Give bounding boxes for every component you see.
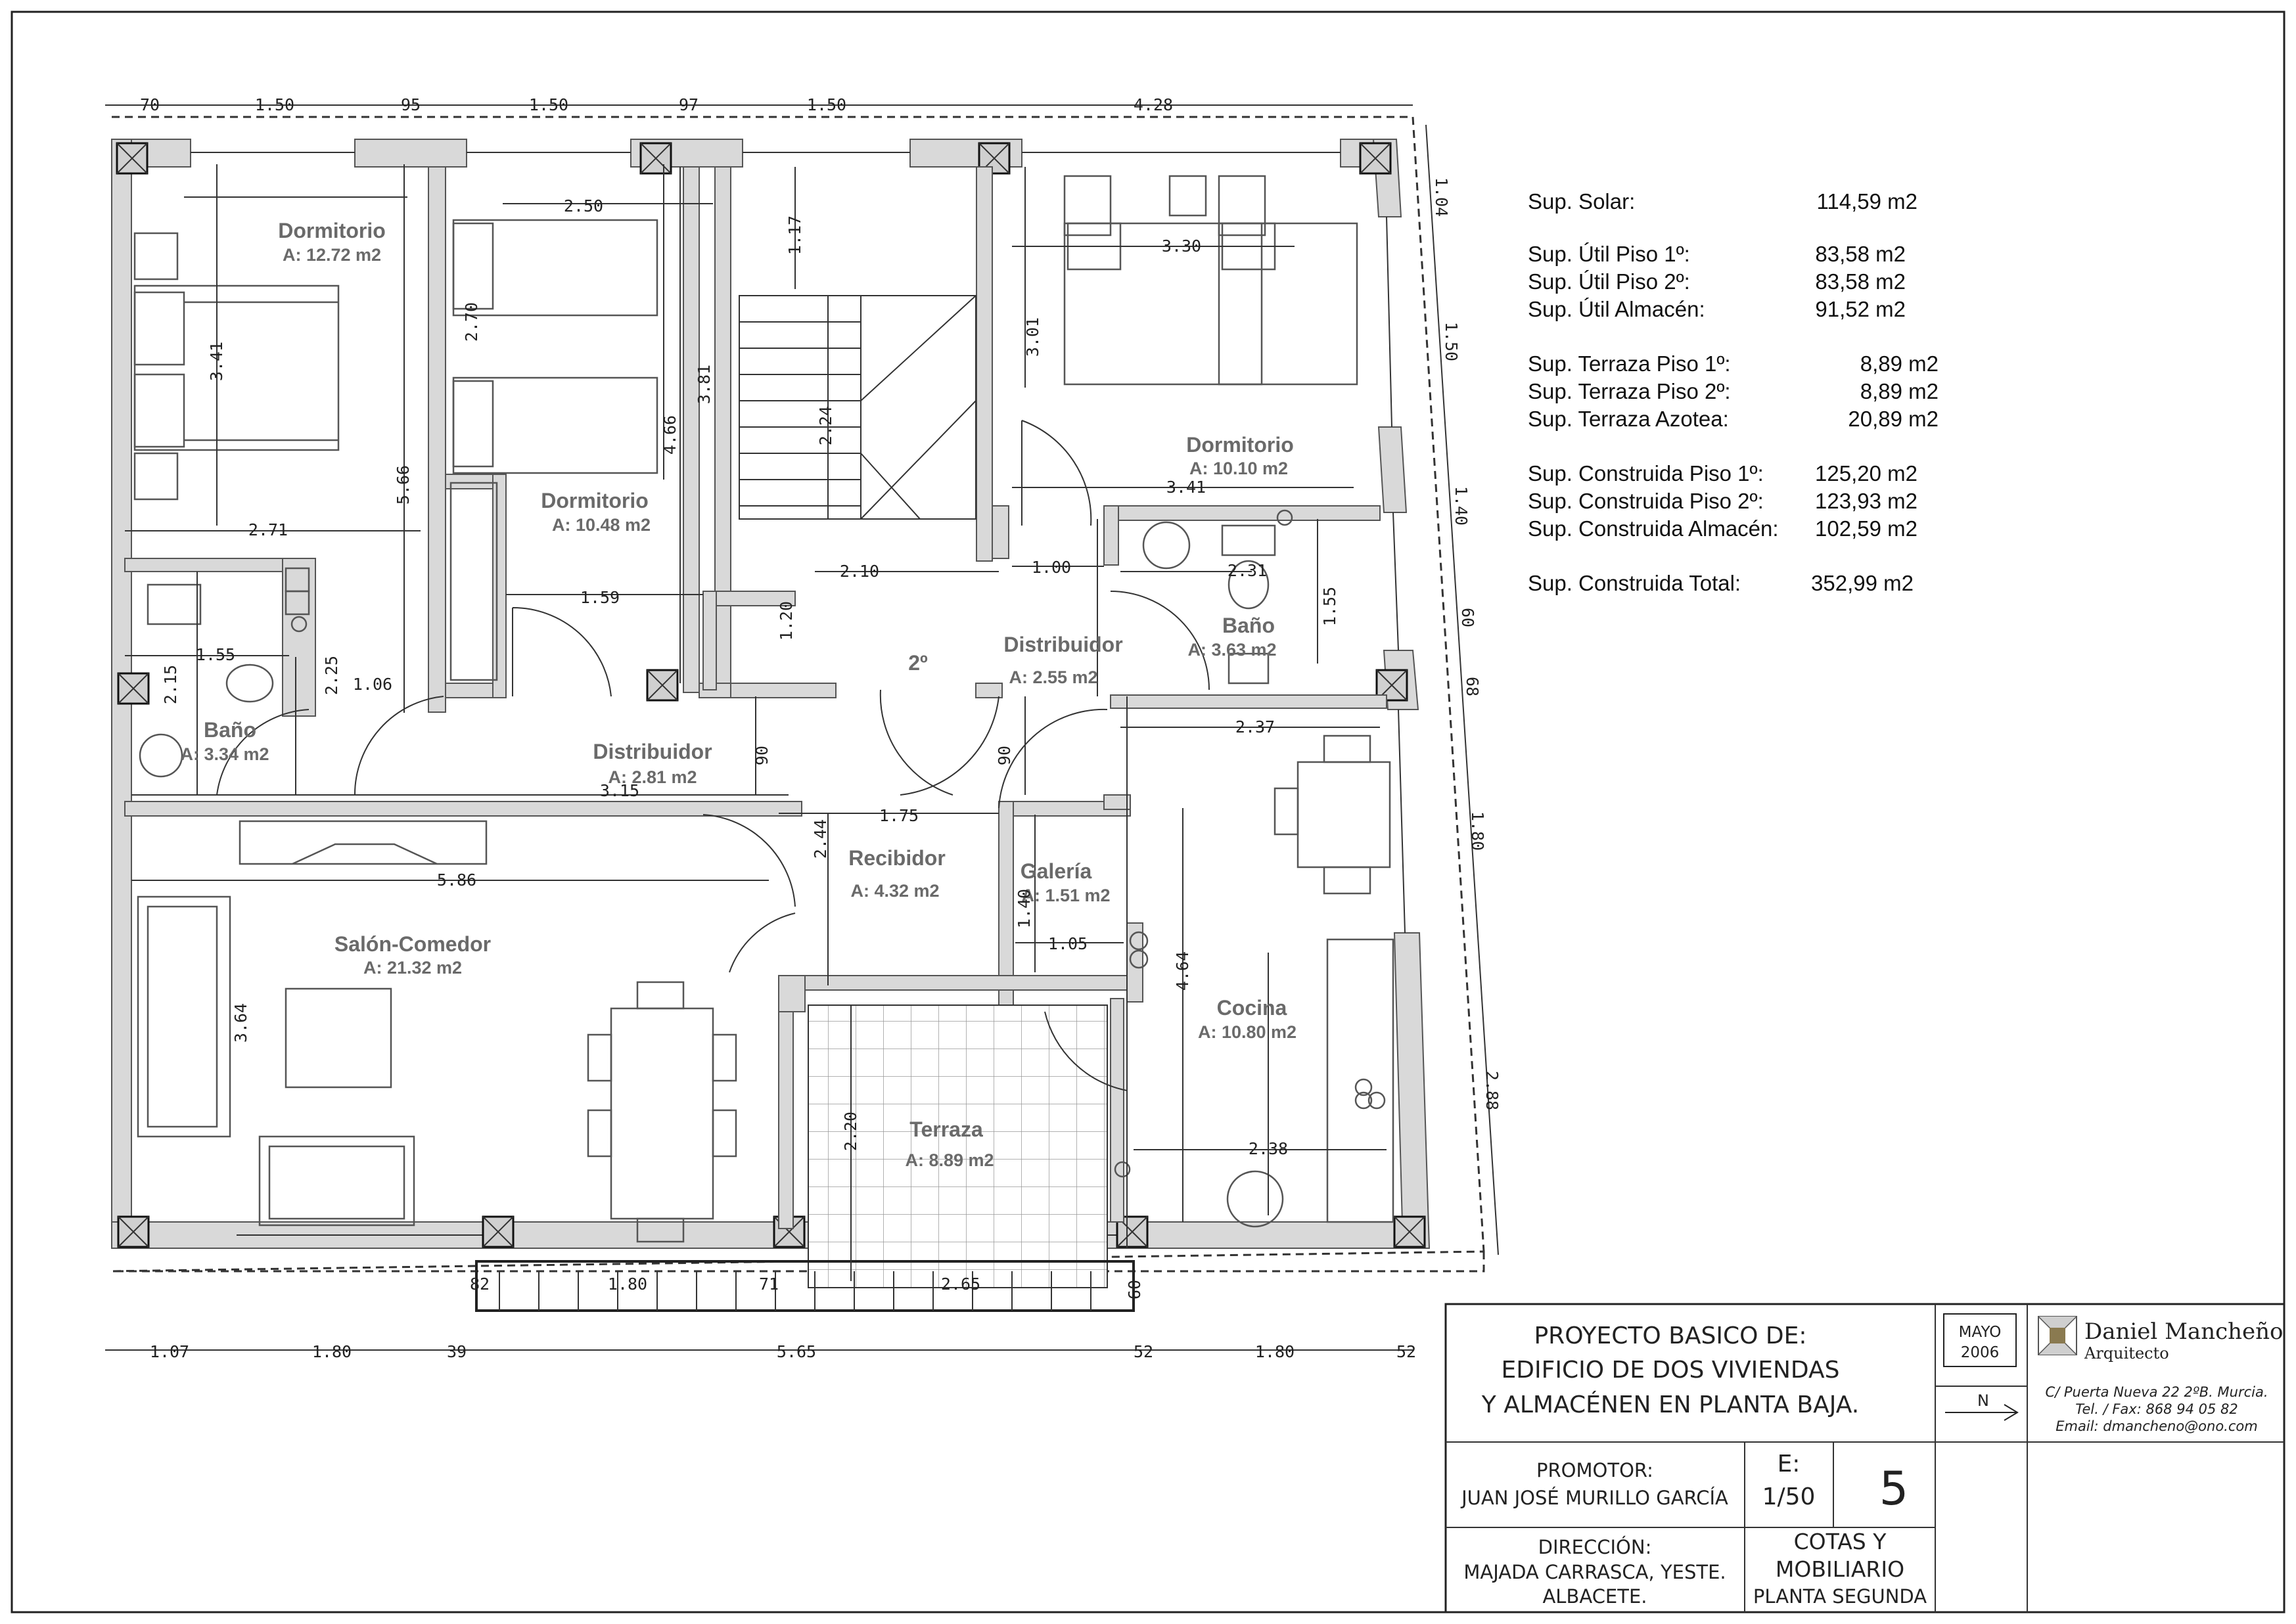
project-line: PROYECTO BASICO DE: bbox=[1534, 1322, 1807, 1349]
dimension-label: 1.75 bbox=[879, 806, 919, 825]
surface-value: 83,58 m2 bbox=[1815, 242, 1906, 266]
room-area: A: 1.51 m2 bbox=[1021, 886, 1111, 905]
dimension-label: 2.88 bbox=[1482, 1070, 1502, 1111]
architect-phone: Tel. / Fax: 868 94 05 82 bbox=[2075, 1401, 2238, 1417]
column bbox=[118, 1217, 149, 1247]
dimension-label: 2.50 bbox=[563, 196, 604, 215]
surface-label: Sup. Construida Almacén: bbox=[1528, 516, 1779, 541]
surface-label: Sup. Terraza Azotea: bbox=[1528, 407, 1729, 431]
dimension-label: 1.50 bbox=[806, 95, 847, 114]
date-month: MAYO bbox=[1958, 1324, 2002, 1341]
room-area: A: 12.72 m2 bbox=[282, 245, 382, 265]
dimension-label: 1.20 bbox=[777, 600, 796, 641]
column bbox=[1394, 1217, 1425, 1247]
room-area: A: 2.55 m2 bbox=[1009, 667, 1098, 687]
dimension-label: 95 bbox=[400, 95, 421, 114]
north-label: N bbox=[1977, 1391, 1989, 1410]
promotor-name: JUAN JOSÉ MURILLO GARCÍA bbox=[1461, 1487, 1728, 1509]
dimension-label: 3.15 bbox=[599, 781, 640, 800]
column bbox=[117, 143, 147, 173]
room-name: Dormitorio bbox=[541, 489, 649, 512]
surface-label: Sup. Útil Almacén: bbox=[1528, 297, 1705, 321]
room-area: A: 3.63 m2 bbox=[1187, 640, 1277, 660]
staircase bbox=[739, 296, 976, 519]
project-line: EDIFICIO DE DOS VIVIENDAS bbox=[1501, 1357, 1840, 1384]
dimension-label: 1.50 bbox=[528, 95, 569, 114]
dimension-label: 1.04 bbox=[1432, 177, 1451, 217]
dimension-label: 4.28 bbox=[1133, 95, 1174, 114]
surface-label: Sup. Útil Piso 2º: bbox=[1528, 269, 1690, 294]
dimension-label: 2.71 bbox=[248, 520, 288, 539]
dimension-label: 5.66 bbox=[394, 464, 413, 505]
dimension-label: 2.20 bbox=[841, 1111, 860, 1152]
surface-label: Sup. Construida Piso 2º: bbox=[1528, 489, 1764, 513]
dimension-label: 1.17 bbox=[785, 215, 804, 256]
surface-value: 352,99 m2 bbox=[1811, 571, 1914, 595]
scale-label: E: bbox=[1777, 1451, 1801, 1477]
dimension-label: 70 bbox=[139, 95, 160, 114]
dimension-label: 1.05 bbox=[1047, 934, 1088, 953]
dimension-label: 2.70 bbox=[462, 302, 481, 342]
dimension-label: 1.80 bbox=[1468, 811, 1487, 851]
room-name: Dormitorio bbox=[278, 219, 386, 242]
surface-value: 83,58 m2 bbox=[1815, 269, 1906, 294]
dimension-label: 2.25 bbox=[322, 655, 341, 696]
dimension-label: 3.64 bbox=[231, 1003, 250, 1043]
room-name: Dormitorio bbox=[1186, 433, 1294, 457]
dimension-label: 1.07 bbox=[149, 1342, 190, 1361]
sheet-content: MOBILIARIO bbox=[1775, 1556, 1905, 1582]
surface-label: Sup. Construida Total: bbox=[1528, 571, 1741, 595]
room-area: A: 4.32 m2 bbox=[850, 881, 940, 901]
dimension-label: 2.37 bbox=[1235, 717, 1275, 736]
dimension-label: 52 bbox=[1396, 1342, 1417, 1361]
dimension-label: 68 bbox=[1463, 676, 1482, 697]
dimension-label: 3.30 bbox=[1161, 237, 1202, 256]
room-name: Salón-Comedor bbox=[334, 932, 492, 956]
dimension-label: 1.80 bbox=[607, 1274, 648, 1294]
surface-value: 125,20 m2 bbox=[1815, 461, 1917, 485]
room-area: A: 2.81 m2 bbox=[608, 767, 697, 787]
surface-label: Sup. Construida Piso 1º: bbox=[1528, 461, 1764, 485]
dimension-label: 60 bbox=[1458, 607, 1477, 628]
room-area: A: 10.80 m2 bbox=[1197, 1022, 1297, 1042]
room-name: Galería bbox=[1020, 859, 1092, 883]
room-name: Distribuidor bbox=[1003, 633, 1123, 656]
dimension-label: 90 bbox=[752, 745, 771, 766]
column bbox=[483, 1217, 513, 1247]
dimension-label: 5.86 bbox=[436, 870, 477, 890]
surface-label: Sup. Terraza Piso 1º: bbox=[1528, 351, 1731, 376]
dimension-label: 2.44 bbox=[811, 819, 830, 859]
dimension-label: 2.10 bbox=[839, 562, 880, 581]
sheet-content: PLANTA SEGUNDA bbox=[1753, 1585, 1927, 1608]
dimension-label: 2.24 bbox=[816, 405, 835, 446]
surface-value: 123,93 m2 bbox=[1815, 489, 1917, 513]
room-name: Terraza bbox=[909, 1117, 983, 1141]
promotor-label: PROMOTOR: bbox=[1536, 1459, 1653, 1481]
dimension-label: 4.64 bbox=[1173, 951, 1192, 991]
room-name: Baño bbox=[1222, 614, 1275, 637]
direccion-line: ALBACETE. bbox=[1542, 1585, 1647, 1608]
dimension-label: 2.31 bbox=[1227, 561, 1268, 580]
scale-value: 1/50 bbox=[1762, 1483, 1816, 1510]
sheet-content: COTAS Y bbox=[1793, 1529, 1887, 1554]
architect-email: Email: dmancheno@ono.com bbox=[2055, 1418, 2258, 1434]
dimension-label: 60 bbox=[1125, 1279, 1144, 1300]
dimension-label: 1.80 bbox=[1254, 1342, 1295, 1361]
direccion-line: MAJADA CARRASCA, YESTE. bbox=[1463, 1561, 1726, 1583]
dimension-lines bbox=[105, 105, 1498, 1350]
dimension-label: 82 bbox=[469, 1274, 490, 1294]
dimension-label: 3.81 bbox=[695, 364, 714, 405]
architect-address: C/ Puerta Nueva 22 2ºB. Murcia. bbox=[2045, 1384, 2268, 1400]
dimension-label: 2.38 bbox=[1248, 1139, 1289, 1158]
dimension-label: 52 bbox=[1133, 1342, 1154, 1361]
room-name: Baño bbox=[204, 718, 256, 742]
dimension-label: 5.65 bbox=[776, 1342, 817, 1361]
dimension-label: 3.41 bbox=[207, 341, 226, 382]
column bbox=[1360, 143, 1390, 173]
surface-value: 114,59 m2 bbox=[1816, 189, 1917, 214]
dimension-label: 39 bbox=[446, 1342, 467, 1361]
surface-label: Sup. Útil Piso 1º: bbox=[1528, 242, 1690, 266]
dimension-label: 1.55 bbox=[1320, 586, 1339, 627]
dimension-label: 1.50 bbox=[254, 95, 295, 114]
architect-name: Daniel Mancheño bbox=[2084, 1319, 2284, 1345]
dimension-label: 3.41 bbox=[1166, 478, 1206, 497]
architect-title: Arquitecto bbox=[2084, 1344, 2169, 1363]
surface-label: Sup. Solar: bbox=[1528, 189, 1636, 214]
surface-label: Sup. Terraza Piso 2º: bbox=[1528, 379, 1731, 403]
dimension-label: 1.59 bbox=[580, 588, 620, 607]
dimension-label: 2.15 bbox=[161, 664, 180, 705]
surface-value: 8,89 m2 bbox=[1860, 351, 1939, 376]
column bbox=[118, 673, 149, 704]
dimension-label: 2.65 bbox=[940, 1274, 981, 1294]
project-line: Y ALMACÉNEN EN PLANTA BAJA. bbox=[1481, 1391, 1860, 1418]
dimension-label: 3.01 bbox=[1023, 317, 1042, 357]
dimension-label: 1.40 bbox=[1015, 888, 1034, 929]
dimension-label: 1.00 bbox=[1031, 558, 1072, 577]
direccion-label: DIRECCIÓN: bbox=[1538, 1536, 1652, 1558]
dimension-label: 1.55 bbox=[195, 645, 236, 664]
surface-value: 91,52 m2 bbox=[1815, 297, 1906, 321]
dimension-label: 90 bbox=[995, 745, 1014, 766]
plan bbox=[105, 95, 1502, 1361]
dimension-label: 1.50 bbox=[1442, 321, 1461, 362]
sheet-number: 5 bbox=[1879, 1462, 1909, 1516]
room-name: Cocina bbox=[1216, 996, 1287, 1020]
room-area: A: 8.89 m2 bbox=[905, 1150, 994, 1170]
dimension-label: 1.40 bbox=[1452, 485, 1471, 526]
floor-label: 2º bbox=[908, 651, 928, 675]
title-block bbox=[1446, 1304, 2284, 1612]
column bbox=[641, 143, 671, 173]
surface-value: 102,59 m2 bbox=[1815, 516, 1917, 541]
room-name: Distribuidor bbox=[593, 740, 712, 763]
room-area: A: 3.34 m2 bbox=[180, 744, 269, 764]
dimension-label: 4.66 bbox=[660, 415, 679, 455]
room-name: Recibidor bbox=[848, 846, 946, 870]
surface-value: 8,89 m2 bbox=[1860, 379, 1939, 403]
column bbox=[647, 670, 677, 700]
surface-summary bbox=[1528, 189, 1939, 595]
date-year: 2006 bbox=[1960, 1344, 2000, 1361]
dimension-label: 71 bbox=[758, 1274, 779, 1294]
architect-logo-icon bbox=[2038, 1317, 2077, 1355]
dimension-label: 1.80 bbox=[311, 1342, 352, 1361]
room-area: A: 21.32 m2 bbox=[363, 958, 463, 978]
dimension-label: 97 bbox=[678, 95, 699, 114]
room-area: A: 10.10 m2 bbox=[1189, 459, 1289, 478]
room-area: A: 10.48 m2 bbox=[551, 515, 651, 535]
dimension-label: 1.06 bbox=[352, 675, 393, 694]
surface-value: 20,89 m2 bbox=[1848, 407, 1939, 431]
